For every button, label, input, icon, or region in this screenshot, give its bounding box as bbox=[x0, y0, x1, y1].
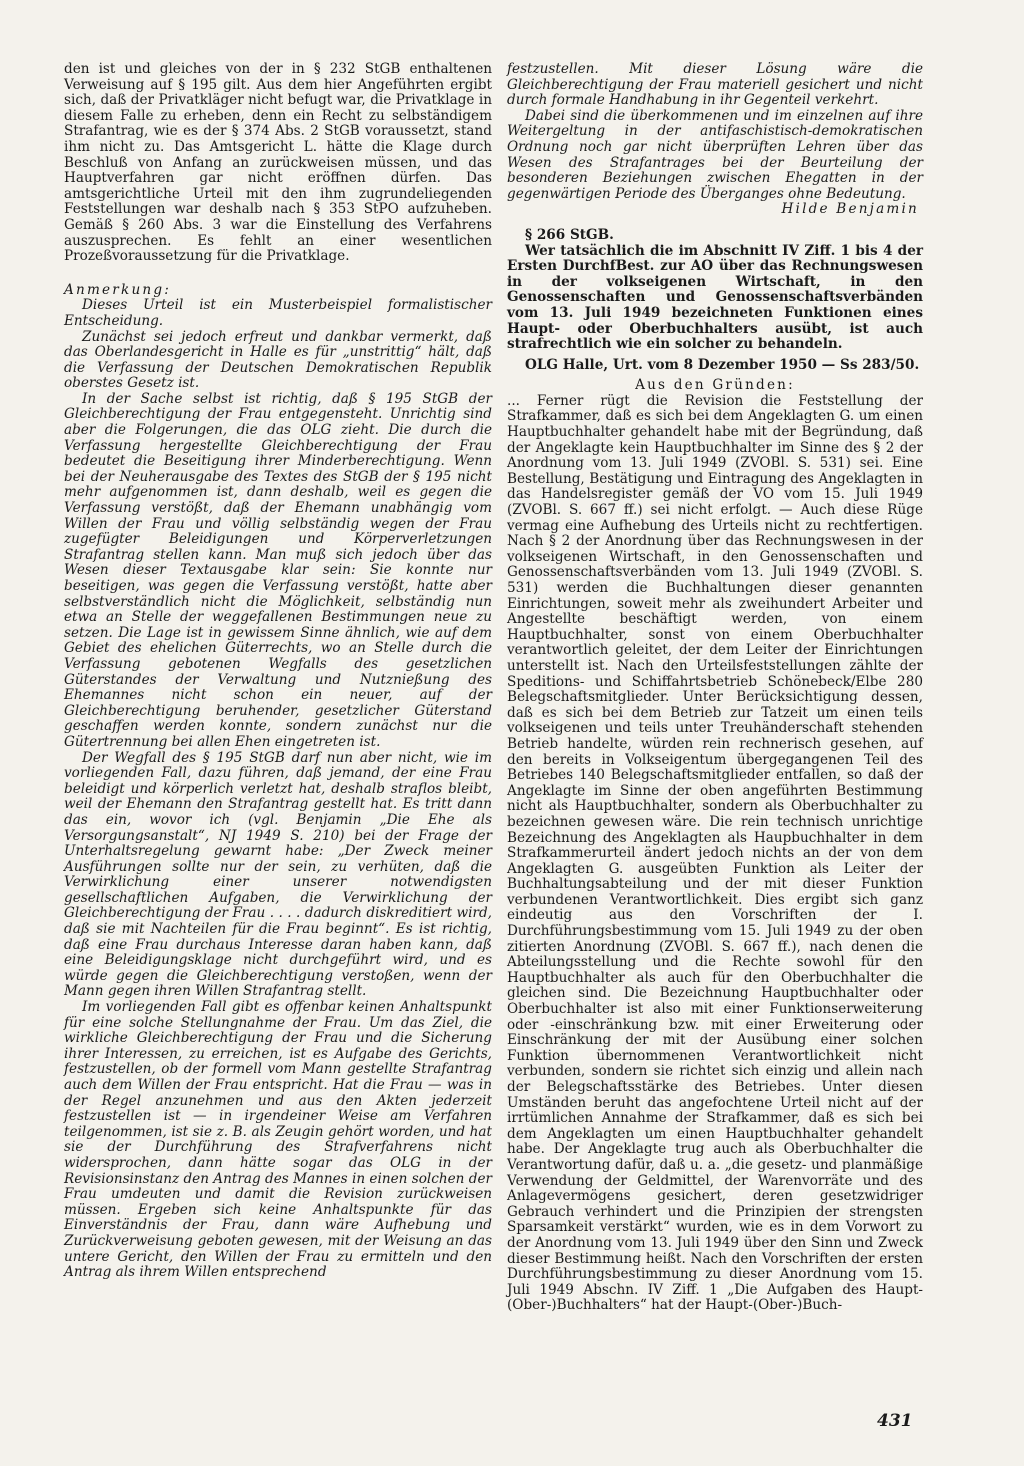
section-heading: § 266 StGB. bbox=[525, 226, 614, 243]
note-paragraph-5: Im vorliegenden Fall gibt es offenbar keinen Anhaltspunkt für eine solche Stellungnahme der Frau. Um das Ziel, die wirkliche Gleichberechtigung der Frau und die Sicherung ihrer Interessen, zu erreichen, ist es Aufgabe des Gerichts, festzustellen, ob der formell vom Mann gestellte Strafantrag auch dem Willen der Frau entspricht. Hat die Frau — was in der Regel anzunehmen und aus den Akten jederzeit festzustellen ist — in irgendeiner Weise am Verfahren teilgenommen, ist sie z. B. als Zeugin gehört worden, und hat sie der Durchführung des Strafverfahrens nicht widersprochen, dann hätte sogar das OLG in der Revisionsinstanz den Antrag des Mannes in einen solchen der Frau umdeuten und damit die Revision zurückweisen müssen. Ergeben sich keine Anhaltspunkte für das Einverständnis der Frau, dann wäre Aufhebung und Zurückverweisung geboten gewesen, mit der Weisung an das untere Gericht, den Willen der Frau zu ermitteln und den Antrag als ihrem Willen entsprechend bbox=[64, 999, 492, 1281]
grounds-body: ... Ferner rügt die Revision die Feststellung der Strafkammer, daß es sich bei dem Angeklagten G. um einen Hauptbuchhalter gehandelt habe mit der Begründung, daß der Angeklagte kein Hauptbuchhalter im Sinne des § 2 der Anordnung vom 13. Juli 1949 (ZVOBl. S. 531) sei. Eine Bestellung, Bestätigung und Eintragung des Angeklagten in das Handelsregister gemäß der VO vom 15. Juli 1949 (ZVOBl. S. 667 ff.) sei nicht erfolgt. — Auch diese Rüge vermag eine Aufhebung des Urteils nicht zu rechtfertigen. Nach § 2 der Anordnung über das Rechnungswesen in der volkseigenen Wirtschaft, in den Genossenschaften und Genossenschaftsverbänden vom 13. Juli 1949 (ZVOBl. S. 531) werden die Buchhaltungen dieser genannten Einrichtungen, soweit mehr als zweihundert Arbeiter und Angestellte beschäftigt werden, von einem Hauptbuchhalter, sonst von einem Oberbuchhalter verantwortlich geleitet, der dem Leiter der Einrichtungen unterstellt ist. Nach den Urteilsfeststellungen zählte der Speditions- und Schiffahrtsbetrieb Schönebeck/Elbe 280 Belegschaftsmitglieder. Unter Berücksichtigung dessen, daß es sich bei dem Betrieb zur Tatzeit um einen teils volkseigenen und teils unter Treuhänderschaft stehenden Betrieb handelte, würden rein rechnerisch gesehen, auf den bereits in Volkseigentum übergegangenen Teil des Betriebes 140 Belegschaftsmitglieder entfallen, so daß der Angeklagte im Sinne der oben angeführten Bestimmung nicht als Hauptbuchhalter, sondern als Oberbuchhalter zu bezeichnen gewesen wäre. Die rein technisch unrichtige Bezeichnung des Angeklagten als Haupbuchhalter in dem Strafkammerurteil ändert jedoch nichts an der von dem Angeklagten G. ausgeübten Funktion als Leiter der Buchhaltungsabteilung und der mit dieser Funktion verbundenen Verantwortlichkeit. Dies ergibt sich ganz eindeutig aus den Vorschriften der I. Durchführungsbestimmung vom 15. Juli 1949 zu der oben zitierten Anordnung (ZVOBl. S. 667 ff.), nach denen die Abteilungsstellung und die Rechte sowohl für den Hauptbuchhalter als auch für den Oberbuchhalter die gleichen sind. Die Bezeichnung Hauptbuchhalter oder Oberbuchhalter ist also mit einer Funktionserweiterung oder -einschränkung bzw. mit einer Erweiterung oder Einschränkung der mit der Ausübung einer solchen Funktion übernommenen Verantwortlichkeit nicht verbunden, sondern sie richtet sich einzig und allein nach der Belegschaftsstärke des Betriebes. Unter diesen Umständen beruht das angefochtene Urteil nicht auf der irrtümlichen Annahme der Strafkammer, daß es sich bei dem Angeklagten um einen Hauptbuchhalter gehandelt habe. Der Angeklagte trug auch als Oberbuchhalter die Verantwortung dafür, daß u. a. „die gesetz- und planmäßige Verwendung der Geldmittel, der Warenvorräte und des Anlagevermögens gesichert, deren gesetzwidriger Gebrauch verhindert und die Prinzipien der strengsten Sparsamkeit verstärkt“ wurden, wie es in dem Vorwort zu der Anordnung vom 13. Juli 1949 über den Sinn und Zweck dieser Bestimmung heißt. Nach den Vorschriften der ersten Durchführungsbestimmung zu dieser Anordnung vom 15. Juli 1949 Abschn. IV Ziff. 1 „Die Aufgaben des Haupt-(Ober-)Buchhalters“ hat der Haupt-(Ober-)Buch- bbox=[507, 392, 923, 1314]
note-paragraph-1: Dieses Urteil ist ein Musterbeispiel formalistischer Entscheidung. bbox=[64, 297, 492, 329]
author-signature: Hilde Benjamin bbox=[781, 201, 919, 218]
note-heading: Anmerkung: bbox=[64, 281, 172, 298]
paragraph-judgment-conclusion: den ist und gleiches von der in § 232 StGB enthaltenen Verweisung auf § 195 gilt. Aus dem hier Angeführten ergibt sich, daß der Privatkläger nicht befugt war, die Privatklage in diesem Falle zu erheben, denn ein Recht zu selbständigem Strafantrag, wie es der § 374 Abs. 2 StGB voraussetzt, stand ihm nicht zu. Das Amtsgericht L. hätte die Klage durch Beschluß von Anfang an zurückweisen müssen, und das Hauptverfahren gar nicht eröffnen dürfen. Das amtsgerichtliche Urteil mit den ihm zugrundeliegenden Feststellungen war deshalb nach § 353 StPO aufzuheben. Gemäß § 260 Abs. 3 war die Einstellung des Verfahrens auszusprechen. Es fehlt an einer wesentlichen Prozeßvoraussetzung für die Privatklage. bbox=[64, 61, 492, 265]
note-paragraph-2: Zunächst sei jedoch erfreut und dankbar vermerkt, daß das Oberlandesgericht in Halle es für „unstrittig“ hält, daß die Verfassung der Deutschen Demokratischen Republik oberstes Gesetz ist. bbox=[64, 328, 492, 392]
right-column bbox=[507, 62, 923, 1314]
note-continuation: festzustellen. Mit dieser Lösung wäre die Gleichberechtigung der Frau materiell gesichert und nicht durch formale Handhabung in ihr Gegenteil verkehrt. bbox=[507, 61, 923, 109]
court-citation: OLG Halle, Urt. vom 8 Dezember 1950 — Ss 283/50. bbox=[525, 356, 920, 373]
note-paragraph-4: Der Wegfall des § 195 StGB darf nun aber nicht, wie im vorliegenden Fall, dazu führen, daß jemand, der eine Frau beleidigt und körperlich verletzt hat, deshalb straflos bleibt, weil der Ehemann den Strafantrag gestellt hat. Es tritt dann das ein, wovor ich (vgl. Benjamin „Die Ehe als Versorgungsanstalt“, NJ 1949 S. 210) bei der Frage der Unterhaltsregelung gewarnt habe: „Der Zweck meiner Ausführungen sollte nur der sein, zu verhüten, daß die Verwirklichung einer unserer notwendigsten gesellschaftlichen Aufgaben, die Verwirklichung der Gleichberechtigung der Frau . . . . dadurch diskreditiert wird, daß sie mit Nachteilen für die Frau beginnt“. Es ist richtig, daß eine Frau durchaus Interesse daran haben kann, daß eine Beleidigungsklage nicht durchgeführt wird, und es würde gegen die Gleichberechtigung verstoßen, wenn der Mann gegen ihren Willen Strafantrag stellt. bbox=[64, 749, 492, 1000]
page-number: 431 bbox=[877, 1411, 913, 1431]
headnote-summary: Wer tatsächlich die im Abschnitt IV Ziff. 1 bis 4 der Ersten DurchfBest. zur AO über das Rechnungswesen in der volkseigenen Wirtschaft, in den Genossenschaften und Genossenschaftsverbänden vom 13. Juli 1949 bezeichneten Funktionen eines Haupt- oder Oberbuchhalters ausübt, ist auch strafrechtlich wie ein solcher zu behandeln. bbox=[507, 242, 923, 353]
note-paragraph-3: In der Sache selbst ist richtig, daß § 195 StGB der Gleichberechtigung der Frau entgegensteht. Unrichtig sind aber die Folgerungen, die das OLG zieht. Die durch die Verfassung hergestellte Gleichberechtigung der Frau bedeutet die Beseitigung ihrer Minderberechtigung. Wenn bei der Neuherausgabe des Textes des StGB der § 195 nicht mehr aufgenommen ist, dann deshalb, weil es gegen die Verfassung verstößt, daß der Ehemann unabhängig vom Willen der Frau und völlig selbständig wegen der Frau zugefügter Beleidigungen und Körperverletzungen Strafantrag stellen kann. Man muß sich jedoch über das Wesen dieser Textausgabe klar sein: Sie konnte nur beseitigen, was gegen die Verfassung verstößt, hatte aber selbstverständlich nicht die Möglichkeit, selbständig nun etwa an Stelle der weggefallenen Bestimmungen neue zu setzen. Die Lage ist in gewissem Sinne ähnlich, wie auf dem Gebiet des ehelichen Güterrechts, wo an Stelle durch die Verfassung gebotenen Wegfalls des gesetzlichen Güterstandes der Verwaltung und Nutznießung des Ehemannes nicht schon ein neuer, auf der Gleichberechtigung beruhender, gesetzlicher Güterstand geschaffen werden konnte, sondern zunächst nur die Gütertrennung bei allen Ehen eingetreten ist. bbox=[64, 390, 492, 750]
left-column bbox=[64, 62, 492, 1281]
note-closing-paragraph: Dabei sind die überkommenen und im einzelnen auf ihre Weitergeltung in der antifaschistisch-demokratischen Ordnung noch gar nicht überprüften Lehren über das Wesen des Strafantrages bei der Beurteilung der besonderen Beziehungen zwischen Ehegatten in der gegenwärtigen Periode des Überganges ohne Bedeutung. bbox=[507, 107, 923, 202]
grounds-heading: Aus den Gründen: bbox=[635, 377, 795, 394]
